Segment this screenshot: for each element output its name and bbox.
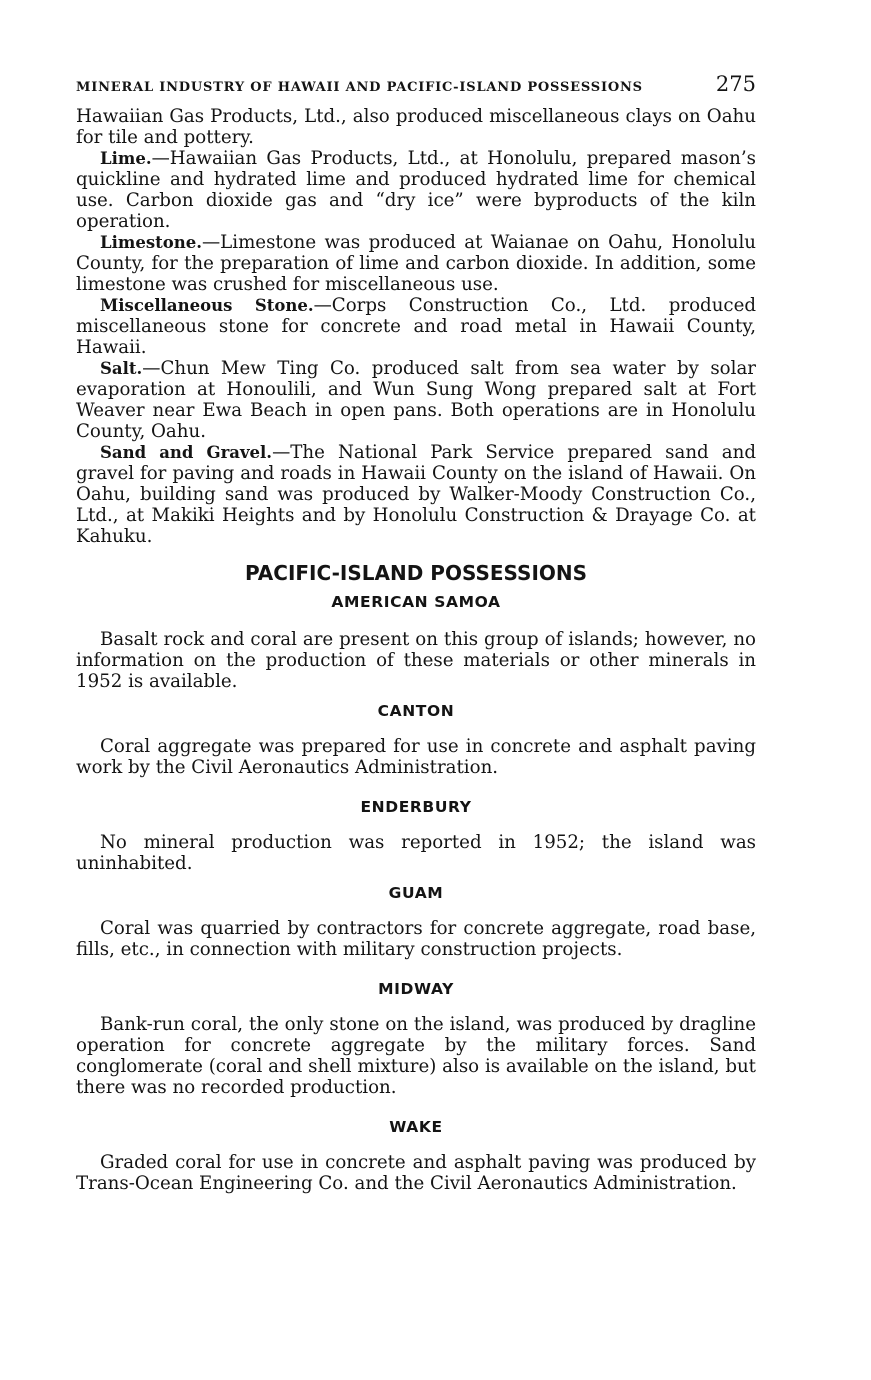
run-in-heading-limestone: Limestone. [100,233,202,252]
subheading-american-samoa: AMERICAN SAMOA [331,593,501,611]
paragraph-salt [76,358,756,442]
run-in-heading-salt: Salt. [100,359,143,378]
running-title: MINERAL INDUSTRY OF HAWAII AND PACIFIC-ISLAND POSSESSIONS [76,80,643,95]
document-page [76,72,756,1194]
subheading-canton: CANTON [377,702,455,720]
paragraph-canton: Coral aggregate was prepared for use in concrete and asphalt paving work by the Civil Aeronautics Administration. [76,736,756,778]
subheading-wake: WAKE [389,1118,443,1136]
paragraph-clays: Hawaiian Gas Products, Ltd., also produced miscellaneous clays on Oahu for tile and pottery. [76,106,756,148]
paragraph-wake: Graded coral for use in concrete and asphalt paving was produced by Trans-Ocean Engineering Co. and the Civil Aeronautics Administration. [76,1152,756,1194]
running-header [76,72,756,96]
subheading-enderbury: ENDERBURY [360,798,472,816]
paragraph-salt-text: —Chun Mew Ting Co. produced salt from sea water by solar evaporation at Honoulili, and Wun Sung Wong prepared salt at Fort Weaver near Ewa Beach in open pans. Both operations are in Honolulu County, Oahu. [76,358,756,442]
paragraph-lime [76,148,756,232]
paragraph-misc-stone [76,295,756,358]
run-in-heading-misc-stone: Miscellaneous Stone. [100,296,314,315]
run-in-heading-lime: Lime. [100,149,152,168]
paragraph-misc-stone-text: —Corps Construction Co., Ltd. produced miscellaneous stone for concrete and road metal in Hawaii County, Hawaii. [76,295,757,358]
paragraph-lime-text: —Hawaiian Gas Products, Ltd., at Honolulu, prepared mason’s quickline and hydrated lime and produced hydrated lime for chemical use. Carbon dioxide gas and “dry ice” were byproducts of the kiln operation. [76,148,756,232]
paragraph-limestone-text: —Limestone was produced at Waianae on Oahu, Honolulu County, for the preparation of lime and carbon dioxide. In addition, some limestone was crushed for miscellaneous use. [76,232,756,295]
paragraph-enderbury: No mineral production was reported in 1952; the island was uninhabited. [76,832,756,874]
paragraph-sand-gravel-text: —The National Park Service prepared sand and gravel for paving and roads in Hawaii County on the island of Hawaii. On Oahu, building sand was produced by Walker-Moody Construction Co., Ltd., at Makiki Heights and by Honolulu Construction & Drayage Co. at Kahuku. [76,442,756,547]
subheading-guam: GUAM [388,884,444,902]
section-heading-pacific: PACIFIC-ISLAND POSSESSIONS [244,561,588,585]
paragraph-midway: Bank-run coral, the only stone on the island, was produced by dragline operation for concrete aggregate by the military forces. Sand conglomerate (coral and shell mixture) also is available on the island, but there was no recorded production. [76,1014,756,1098]
subheading-midway: MIDWAY [378,980,454,998]
paragraph-limestone [76,232,756,295]
paragraph-sand-gravel [76,442,756,547]
paragraph-guam: Coral was quarried by contractors for concrete aggregate, road base, fills, etc., in connection with military construction projects. [76,918,756,960]
paragraph-american-samoa: Basalt rock and coral are present on this group of islands; however, no information on the production of these materials or other minerals in 1952 is available. [76,629,756,692]
run-in-heading-sand-gravel: Sand and Gravel. [100,443,273,462]
page-number: 275 [715,72,756,96]
